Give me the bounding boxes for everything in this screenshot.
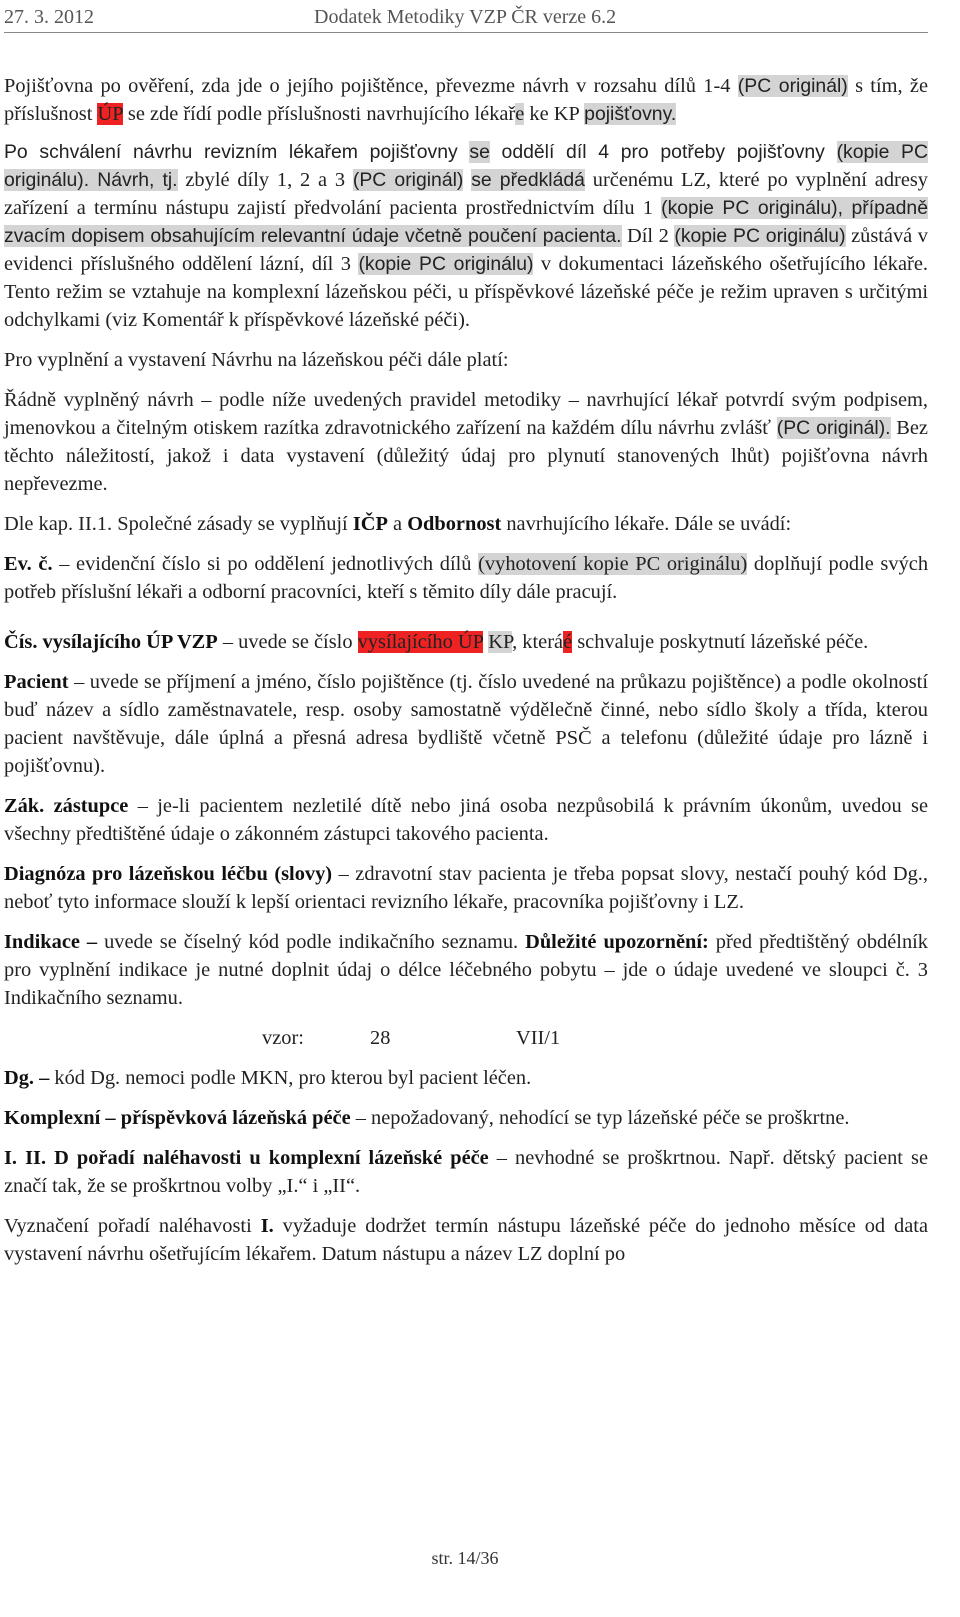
paragraph-intro bbox=[4, 346, 928, 374]
highlight-gray: se bbox=[469, 141, 490, 163]
paragraph-dg bbox=[4, 1064, 928, 1092]
vzor-code: VII/1 bbox=[516, 1027, 561, 1049]
text: se zde řídí podle příslušnosti navrhujícího lékař bbox=[122, 103, 516, 125]
highlight-gray: (PC originál). bbox=[776, 417, 891, 439]
paragraph-vyznaceni bbox=[4, 1212, 928, 1268]
text: s tím, že příslušnost bbox=[4, 75, 928, 125]
paragraph-poradi bbox=[4, 1144, 928, 1200]
text: – nevhodné se proškrtnou. Např. dětský pacient se značí tak, že se proškrtnou volby „I.“ i „II“. bbox=[4, 1147, 928, 1197]
term-poradi: I. II. D pořadí naléhavosti u komplexní lázeňské péče bbox=[4, 1147, 489, 1169]
text: navrhujícího lékaře. Dále se uvádí: bbox=[501, 513, 792, 535]
text: Pro vyplnění a vystavení Návrhu na lázeňskou péči dále platí: bbox=[4, 349, 509, 371]
header-divider bbox=[4, 32, 928, 33]
highlight-red: vysílajícího ÚP bbox=[357, 631, 484, 653]
text: zbylé díly 1, 2 a 3 bbox=[177, 169, 353, 191]
text: zůstává v evidenci příslušného oddělení lázní, díl 3 bbox=[4, 225, 928, 275]
vzor-number: 28 bbox=[370, 1027, 391, 1049]
text: , která bbox=[512, 631, 564, 653]
text: v dokumentaci lázeňského ošetřujícího lékaře. Tento režim se vztahuje na komplexní lázeňskou péči, u příspěvkové lázeňské péče je režim upraven s určitými odchylkami (viz Komentář k příspěvkové lázeňské péči). bbox=[4, 253, 928, 331]
highlight-gray: (vyhotovení kopie PC originálu) bbox=[478, 553, 748, 575]
paragraph-diagnoza bbox=[4, 860, 928, 916]
page-number: str. 14/36 bbox=[431, 1548, 499, 1568]
text: oddělí díl 4 pro potřeby pojišťovny bbox=[489, 141, 837, 163]
text: Po schválení návrhu revizním lékařem pojišťovny bbox=[4, 141, 470, 163]
highlight-gray: (kopie PC originálu) bbox=[358, 253, 534, 275]
term-dg: Dg. – bbox=[4, 1067, 50, 1089]
paragraph-ev-c bbox=[4, 550, 928, 606]
term-upozorneni: Důležité upozornění: bbox=[525, 931, 709, 953]
text: – uvede se příjmení a jméno, číslo pojištěnce (tj. číslo uvedené na průkazu pojištěnce) a podle okolností buď název a sídlo zaměstnavatele, resp. osoby samostatně výdělečně činné, nebo sídlo školy a třída, kterou pacient navštěvuje, dále úplná a přesná adresa bydliště včetně PSČ a telefonu (důležité údaje pro lázně i pojišťovnu). bbox=[4, 671, 928, 777]
text: – uvede se číslo bbox=[217, 631, 358, 653]
text: Dle kap. II.1. Společné zásady se vyplňují bbox=[4, 513, 353, 535]
paragraph-pojistovna bbox=[4, 72, 928, 128]
highlight-red: é bbox=[563, 631, 573, 653]
paragraph-pacient bbox=[4, 668, 928, 780]
highlight-gray: e bbox=[515, 103, 525, 125]
page-header bbox=[4, 6, 928, 28]
text: a bbox=[387, 513, 408, 535]
paragraph-radne-vyplneny bbox=[4, 386, 928, 498]
text: uvede se číselný kód podle indikačního seznamu. bbox=[97, 931, 526, 953]
text: ke KP bbox=[524, 103, 585, 125]
text: vyžaduje dodržet termín nástupu lázeňské péče do jednoho měsíce od data vystavení návrhu ošetřujícím lékařem. Datum nástupu a název LZ doplní po bbox=[4, 1215, 928, 1265]
paragraph-zak-zastupce bbox=[4, 792, 928, 848]
term-pacient: Pacient bbox=[4, 671, 69, 693]
term-icp: IČP bbox=[352, 513, 388, 535]
term-i: I. bbox=[260, 1215, 274, 1237]
paragraph-cis-up bbox=[4, 628, 928, 656]
header-title: Dodatek Metodiky VZP ČR verze 6.2 bbox=[314, 6, 617, 28]
highlight-red: ÚP bbox=[97, 103, 123, 125]
highlight-gray: (kopie PC originálu). Návrh, tj. bbox=[4, 141, 928, 191]
text: Řádně vyplněný návrh – podle níže uvedených pravidel metodiky – navrhující lékař potvrdí svým podpisem, jmenovkou a čitelným otiskem razítka zdravotnického zařízení na každém dílu návrhu zvlášť bbox=[4, 389, 928, 439]
text: – evidenční číslo si po oddělení jednotlivých dílů bbox=[52, 553, 479, 575]
term-indikace: Indikace – bbox=[4, 931, 98, 953]
term-cis-up: Čís. vysílajícího ÚP VZP bbox=[4, 631, 218, 653]
highlight-gray: se předkládá bbox=[471, 169, 585, 191]
term-zak-zastupce: Zák. zástupce bbox=[4, 795, 129, 817]
highlight-gray: KP bbox=[488, 631, 513, 653]
document-body bbox=[4, 72, 928, 1268]
text: – nepožadovaný, nehodící se typ lázeňské péče se proškrtne. bbox=[350, 1107, 850, 1129]
text: schvaluje poskytnutí lázeňské péče. bbox=[572, 631, 869, 653]
text: kód Dg. nemoci podle MKN, pro kterou byl pacient léčen. bbox=[49, 1067, 532, 1089]
text: určenému LZ, které po vyplnění adresy zařízení a termínu nástupu zajistí předvolání pacienta prostřednictvím dílu 1 bbox=[4, 169, 929, 219]
term-diagnoza: Diagnóza pro lázeňskou léčbu (slovy) bbox=[4, 863, 333, 885]
highlight-gray: (kopie PC originálu) bbox=[674, 225, 846, 247]
text: Bez těchto náležitostí, jakož i data vystavení (důležitý údaj pro plynutí stanovených lhůt) pojišťovna návrh nepřevezme. bbox=[4, 417, 928, 495]
highlight-gray: (PC originál) bbox=[737, 75, 848, 97]
highlight-gray: pojišťovny. bbox=[584, 103, 677, 125]
text: Vyznačení pořadí naléhavosti bbox=[4, 1215, 261, 1237]
paragraph-dle-kap bbox=[4, 510, 928, 538]
text: – zdravotní stav pacienta je třeba popsat slovy, nestačí pouhý kód Dg., neboť tyto informace slouží k lepší orientaci revizního lékaře, pracovníka pojišťovny i LZ. bbox=[4, 863, 929, 913]
term-odbornost: Odbornost bbox=[407, 513, 502, 535]
text: Pojišťovna po ověření, zda jde o jejího pojištěnce, převezme návrh v rozsahu dílů 1-4 bbox=[4, 75, 738, 97]
paragraph-schvaleni bbox=[4, 138, 928, 334]
header-date: 27. 3. 2012 bbox=[4, 6, 94, 28]
vzor-label: vzor: bbox=[262, 1027, 304, 1049]
text: před předtištěný obdélník pro vyplnění indikace je nutné doplnit údaj o délce léčebného pobytu – jde o údaje uvedené ve sloupci č. 3 Indikačního seznamu. bbox=[4, 931, 928, 1009]
vzor-example bbox=[4, 1024, 928, 1052]
paragraph-indikace bbox=[4, 928, 928, 1012]
term-ev-c: Ev. č. bbox=[4, 553, 53, 575]
text: Díl 2 bbox=[621, 225, 675, 247]
term-komplexni: Komplexní – příspěvková lázeňská péče bbox=[4, 1107, 351, 1129]
text: – je-li pacientem nezletilé dítě nebo jiná osoba nezpůsobilá k právním úkonům, uvedou se všechny předtištěné údaje o zákonném zástupci takového pacienta. bbox=[4, 795, 928, 845]
highlight-gray: (kopie PC originálu), případně zvacím dopisem obsahujícím relevantní údaje včetně poučení pacienta. bbox=[4, 197, 928, 247]
text: doplňují podle svých potřeb příslušní lékaři a odborní pracovníci, kteří s těmito díly dále pracují. bbox=[4, 553, 929, 603]
paragraph-komplexni bbox=[4, 1104, 928, 1132]
highlight-gray: (PC originál) bbox=[352, 169, 464, 191]
